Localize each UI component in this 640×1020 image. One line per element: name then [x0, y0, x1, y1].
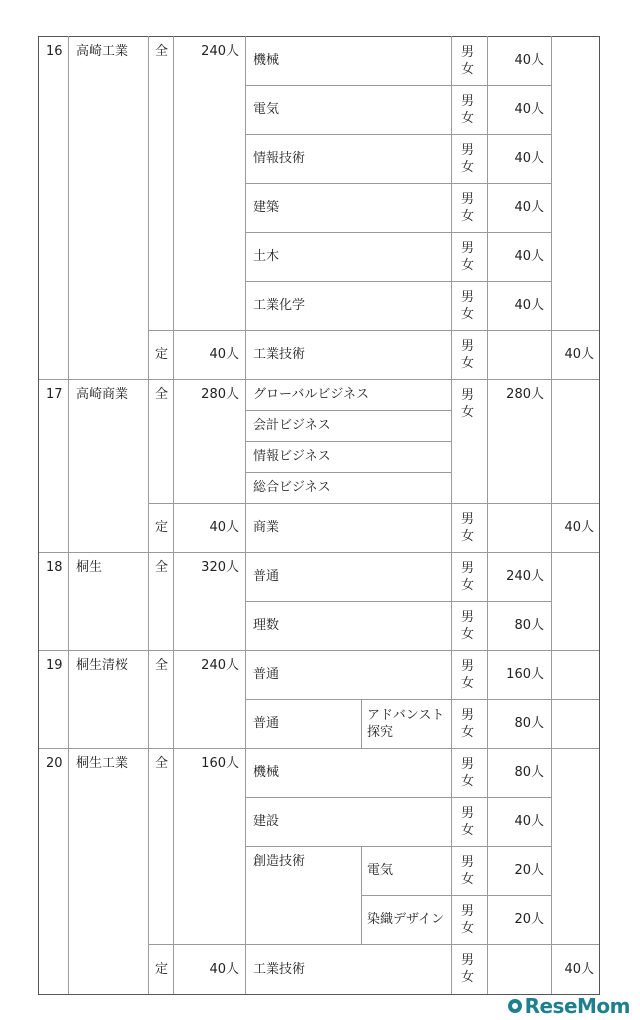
col-line-type: [173, 36, 174, 994]
part-time-count: 40人: [564, 520, 594, 535]
gender: 男女: [461, 610, 475, 642]
school-name: 高崎商業: [76, 387, 129, 402]
full-time-count: 40人: [514, 151, 544, 166]
dept-name: 普通: [253, 716, 280, 731]
part-time-count: 40人: [564, 962, 594, 977]
part-time-count: 40人: [564, 347, 594, 362]
gender: 男女: [461, 94, 475, 126]
school-divider: [38, 748, 600, 749]
table-left-border: [38, 36, 39, 994]
row-line: [245, 601, 551, 602]
gender: 男女: [461, 757, 475, 789]
gender: 男女: [461, 561, 475, 593]
school-number: 17: [46, 387, 63, 402]
full-time-count: 80人: [514, 618, 544, 633]
col-line-capacity: [245, 36, 246, 994]
col-line-sub: [361, 846, 362, 944]
dept-name: 普通: [253, 667, 280, 682]
full-time-count: 20人: [514, 863, 544, 878]
course-capacity: 240人: [201, 44, 239, 59]
gender: 男女: [461, 512, 475, 544]
sub-course-name: 染織デザイン: [367, 912, 445, 927]
row-line: [245, 232, 551, 233]
course-type: 全: [155, 44, 169, 59]
dept-name: 総合ビジネス: [253, 480, 331, 495]
dept-name: 建設: [253, 814, 280, 829]
full-time-count: 80人: [514, 765, 544, 780]
gender: 男女: [461, 904, 475, 936]
dept-name: 建築: [253, 200, 280, 215]
row-line: [245, 183, 551, 184]
row-line: [245, 134, 551, 135]
row-line: [245, 797, 551, 798]
course-capacity: 320人: [201, 560, 239, 575]
dept-name: 工業化学: [253, 298, 306, 313]
dept-name: 創造技術: [253, 854, 306, 869]
gender: 男女: [461, 388, 475, 420]
col-line-sub: [361, 699, 362, 748]
gender: 男女: [461, 339, 475, 371]
course-type: 全: [155, 658, 169, 673]
school-divider: [38, 552, 600, 553]
dept-name: 電気: [253, 102, 280, 117]
row-line: [148, 944, 600, 945]
sub-course-name: アドバンスト探究: [367, 708, 445, 740]
gender: 男女: [461, 45, 475, 77]
sub-course-name: 電気: [367, 863, 394, 878]
gender: 男女: [461, 708, 475, 740]
dept-name: 工業技術: [253, 962, 306, 977]
table-top-border: [38, 36, 600, 37]
full-time-count: 40人: [514, 200, 544, 215]
row-line: [245, 85, 551, 86]
row-line: [245, 472, 451, 473]
course-capacity: 40人: [209, 347, 239, 362]
gender: 男女: [461, 143, 475, 175]
dept-name: 情報技術: [253, 151, 306, 166]
dept-name: 会計ビジネス: [253, 418, 331, 433]
course-type: 全: [155, 756, 169, 771]
col-line-no: [68, 36, 69, 994]
school-name: 高崎工業: [76, 44, 129, 59]
row-line: [245, 846, 551, 847]
full-time-count: 160人: [506, 667, 544, 682]
school-divider: [38, 650, 600, 651]
dept-name: 理数: [253, 618, 280, 633]
row-line: [245, 699, 600, 700]
dept-name: 工業技術: [253, 347, 306, 362]
school-name: 桐生工業: [76, 756, 129, 771]
course-type: 全: [155, 387, 169, 402]
school-number: 20: [46, 756, 63, 771]
gender: 男女: [461, 953, 475, 985]
gender: 男女: [461, 290, 475, 322]
gender: 男女: [461, 806, 475, 838]
col-line-gender: [487, 36, 488, 994]
row-line: [361, 895, 551, 896]
school-name: 桐生清桜: [76, 658, 129, 673]
course-type: 定: [155, 520, 169, 535]
course-capacity: 240人: [201, 658, 239, 673]
full-time-count: 40人: [514, 102, 544, 117]
row-line: [245, 410, 451, 411]
course-capacity: 160人: [201, 756, 239, 771]
dept-name: 機械: [253, 765, 280, 780]
school-divider: [38, 379, 600, 380]
table-right-border: [599, 36, 600, 994]
course-type: 定: [155, 347, 169, 362]
dept-name: 情報ビジネス: [253, 449, 331, 464]
dept-name: 土木: [253, 249, 280, 264]
full-time-count: 40人: [514, 53, 544, 68]
full-time-count: 20人: [514, 912, 544, 927]
full-time-count: 240人: [506, 569, 544, 584]
dept-name: 機械: [253, 53, 280, 68]
school-number: 18: [46, 560, 63, 575]
course-capacity: 40人: [209, 962, 239, 977]
row-line: [148, 503, 600, 504]
col-line-name: [148, 36, 149, 994]
dept-name: グローバルビジネス: [253, 387, 369, 402]
gender: 男女: [461, 659, 475, 691]
school-name: 桐生: [76, 560, 103, 575]
row-line: [245, 441, 451, 442]
full-time-count: 40人: [514, 249, 544, 264]
course-capacity: 40人: [209, 520, 239, 535]
resemom-logo-icon: [508, 999, 522, 1013]
row-line: [245, 281, 551, 282]
col-line-full: [551, 36, 552, 994]
dept-name: 商業: [253, 520, 280, 535]
gender: 男女: [461, 192, 475, 224]
full-time-count: 80人: [514, 716, 544, 731]
resemom-watermark: [508, 994, 630, 1018]
row-line: [148, 330, 600, 331]
gender: 男女: [461, 855, 475, 887]
dept-name: 普通: [253, 569, 280, 584]
full-time-count: 280人: [506, 387, 544, 402]
full-time-count: 40人: [514, 298, 544, 313]
full-time-count: 40人: [514, 814, 544, 829]
course-capacity: 280人: [201, 387, 239, 402]
col-line-dept: [451, 36, 452, 994]
gender: 男女: [461, 241, 475, 273]
course-type: 定: [155, 962, 169, 977]
school-number: 16: [46, 44, 63, 59]
course-type: 全: [155, 560, 169, 575]
watermark-text: ReseMom: [524, 994, 630, 1018]
school-number: 19: [46, 658, 63, 673]
